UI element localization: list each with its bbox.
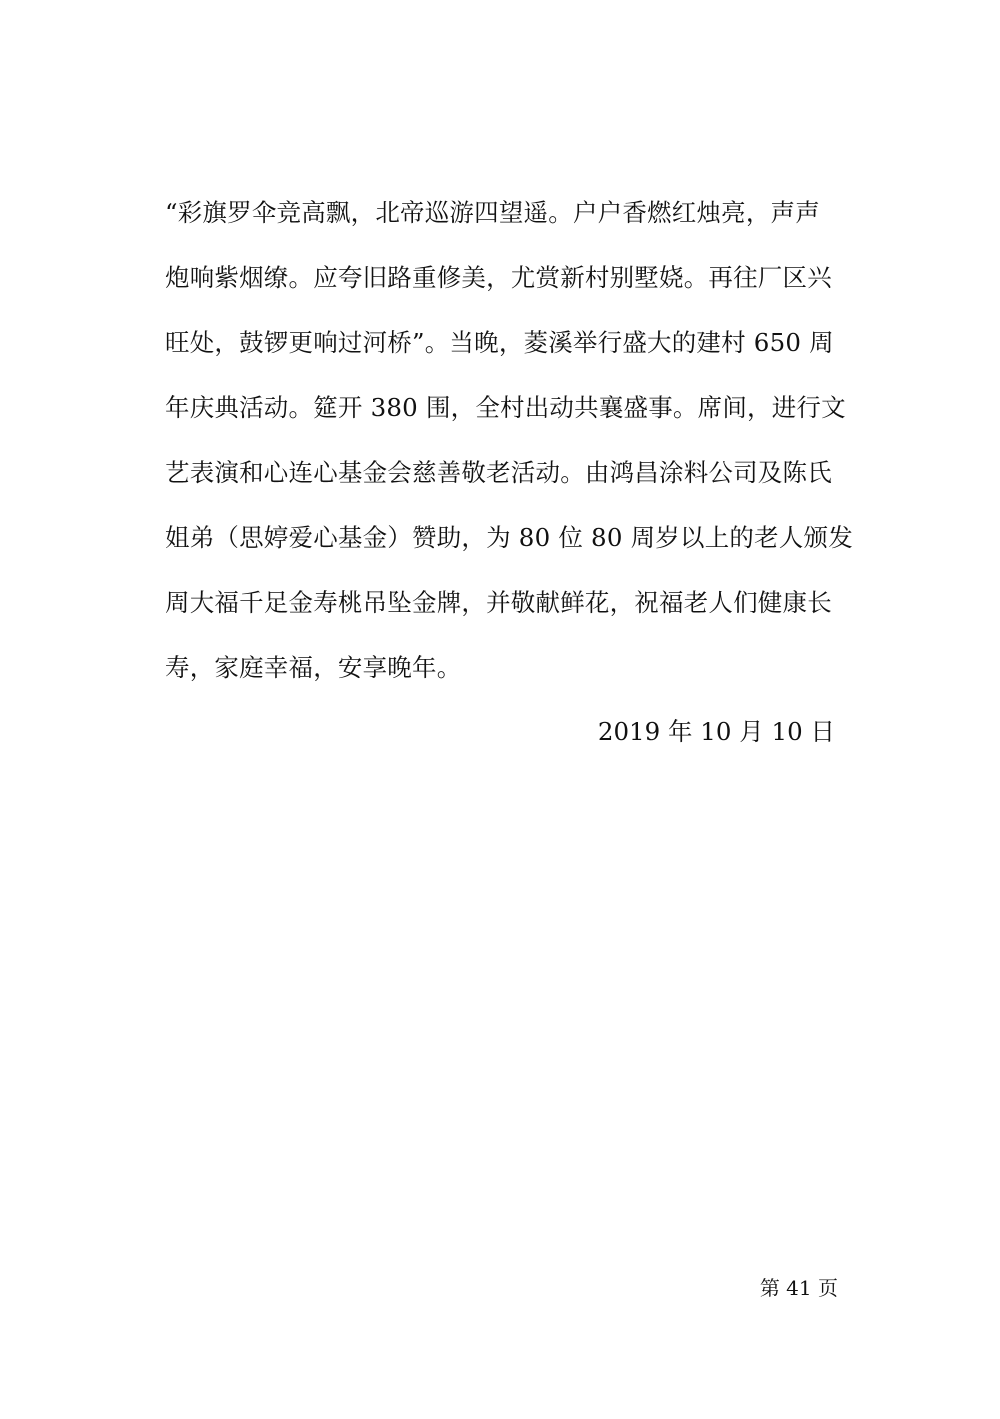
paragraph-line: 年庆典活动。筵开 380 围，全村出动共襄盛事。席间，进行文 [165, 393, 846, 422]
document-date: 2019 年 10 月 10 日 [597, 717, 835, 746]
page-number: 第 41 页 [759, 1276, 838, 1300]
paragraph-line: 寿，家庭幸福，安享晚年。 [165, 653, 462, 682]
paragraph-line: 旺处，鼓锣更响过河桥”。当晚，菱溪举行盛大的建村 650 周 [165, 328, 834, 357]
paragraph-line: 周大福千足金寿桃吊坠金牌，并敬献鲜花，祝福老人们健康长 [165, 588, 832, 617]
paragraph-line: 姐弟（思婷爱心基金）赞助，为 80 位 80 周岁以上的老人颁发 [165, 523, 853, 552]
paragraph-line: 炮响紫烟缭。应夸旧路重修美，尤赏新村别墅娆。再往厂区兴 [165, 263, 832, 292]
paragraph-line: “彩旗罗伞竞高飘，北帝巡游四望遥。户户香燃红烛亮，声声 [165, 198, 820, 227]
paragraph-line: 艺表演和心连心基金会慈善敬老活动。由鸿昌涂料公司及陈氏 [165, 458, 832, 487]
body-paragraph [165, 180, 853, 700]
